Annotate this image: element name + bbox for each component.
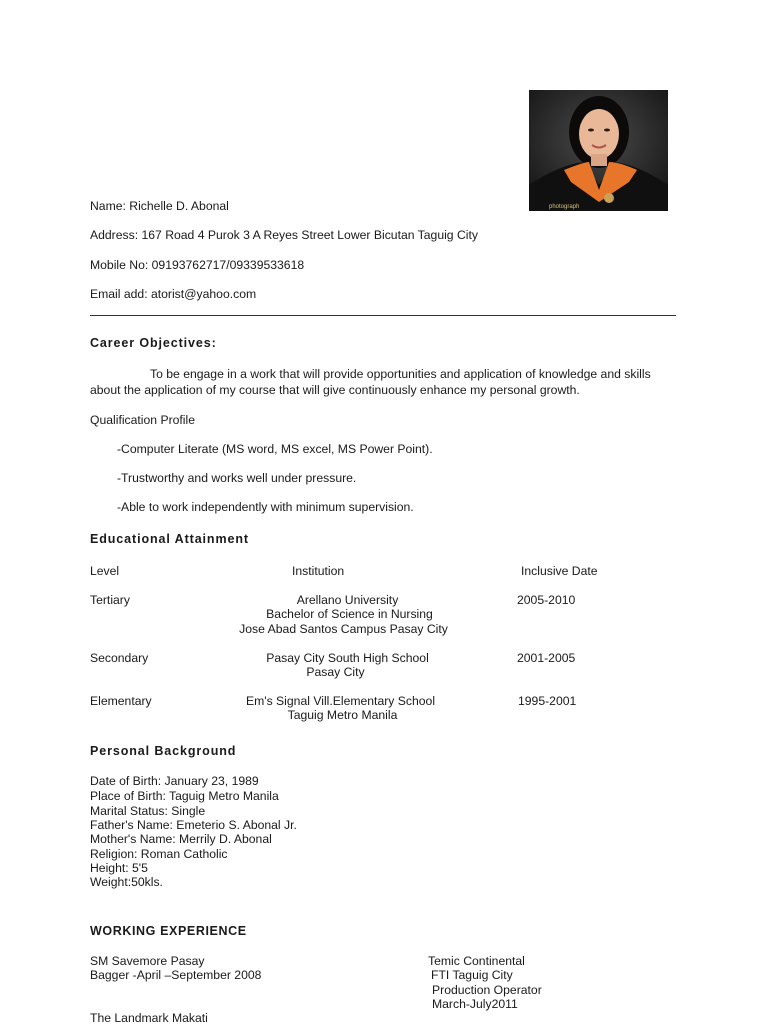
education-institution: Pasay City South High School — [266, 651, 429, 665]
career-heading: Career Objectives: — [90, 336, 217, 350]
work-right-line: March-July2011 — [432, 997, 518, 1011]
education-header-level: Level — [90, 564, 120, 578]
personal-line: Father's Name: Emeterio S. Abonal Jr. — [90, 818, 297, 832]
work-right-line: Temic Continental — [428, 954, 525, 968]
education-date: 1995-2001 — [518, 694, 577, 708]
personal-line: Mother's Name: Merrily D. Abonal — [90, 832, 272, 846]
work-right-line: FTI Taguig City — [431, 968, 513, 982]
profile-photo — [529, 90, 668, 211]
education-level: Tertiary — [90, 593, 130, 607]
mobile-line: Mobile No: 09193762717/09339533618 — [90, 258, 305, 272]
education-header-institution: Institution — [292, 564, 345, 578]
education-institution: Em's Signal Vill.Elementary School — [245, 694, 436, 708]
work-left-line: SM Savemore Pasay — [90, 954, 205, 968]
address-line: Address: 167 Road 4 Purok 3 A Reyes Street Lower Bicutan Taguig City — [90, 228, 478, 242]
education-header-date: Inclusive Date — [521, 564, 598, 578]
personal-heading: Personal Background — [90, 744, 237, 758]
qualification-item: -Trustworthy and works well under pressure. — [117, 471, 357, 485]
education-institution: Arellano University — [296, 593, 399, 607]
education-date: 2001-2005 — [517, 651, 576, 665]
career-text-line-2: about the application of my course that will give continuously enhance my personal growth. — [90, 383, 580, 397]
name-line: Name: Richelle D. Abonal — [90, 199, 229, 213]
photo-studio-mark: photograph — [549, 204, 580, 210]
personal-line: Place of Birth: Taguig Metro Manila — [90, 789, 279, 803]
qualification-title: Qualification Profile — [90, 413, 195, 427]
education-level: Secondary — [90, 651, 149, 665]
personal-line: Religion: Roman Catholic — [90, 847, 228, 861]
personal-line: Weight:50kls. — [90, 875, 163, 889]
education-institution: Jose Abad Santos Campus Pasay City — [239, 622, 448, 636]
personal-line: Date of Birth: January 23, 1989 — [90, 774, 259, 788]
career-text-line-1: To be engage in a work that will provide opportunities and application of knowledge and skills — [150, 367, 651, 381]
personal-line: Marital Status: Single — [90, 804, 206, 818]
work-left-line: Bagger -April –September 2008 — [90, 968, 262, 982]
work-heading: WORKING EXPERIENCE — [90, 924, 247, 938]
qualification-item: -Able to work independently with minimum supervision. — [117, 500, 414, 514]
email-line: Email add: atorist@yahoo.com — [90, 287, 257, 301]
education-institution: Taguig Metro Manila — [287, 708, 398, 722]
work-next-line: The Landmark Makati — [90, 1011, 208, 1025]
education-institution: Bachelor of Science in Nursing — [266, 607, 433, 621]
divider-line — [90, 315, 676, 316]
education-date: 2005-2010 — [517, 593, 576, 607]
education-level: Elementary — [90, 694, 152, 708]
qualification-item: -Computer Literate (MS word, MS excel, MS Power Point). — [117, 442, 433, 456]
personal-line: Height: 5'5 — [90, 861, 148, 875]
education-institution: Pasay City — [306, 665, 365, 679]
education-heading: Educational Attainment — [90, 532, 249, 546]
work-right-line: Production Operator — [432, 983, 542, 997]
